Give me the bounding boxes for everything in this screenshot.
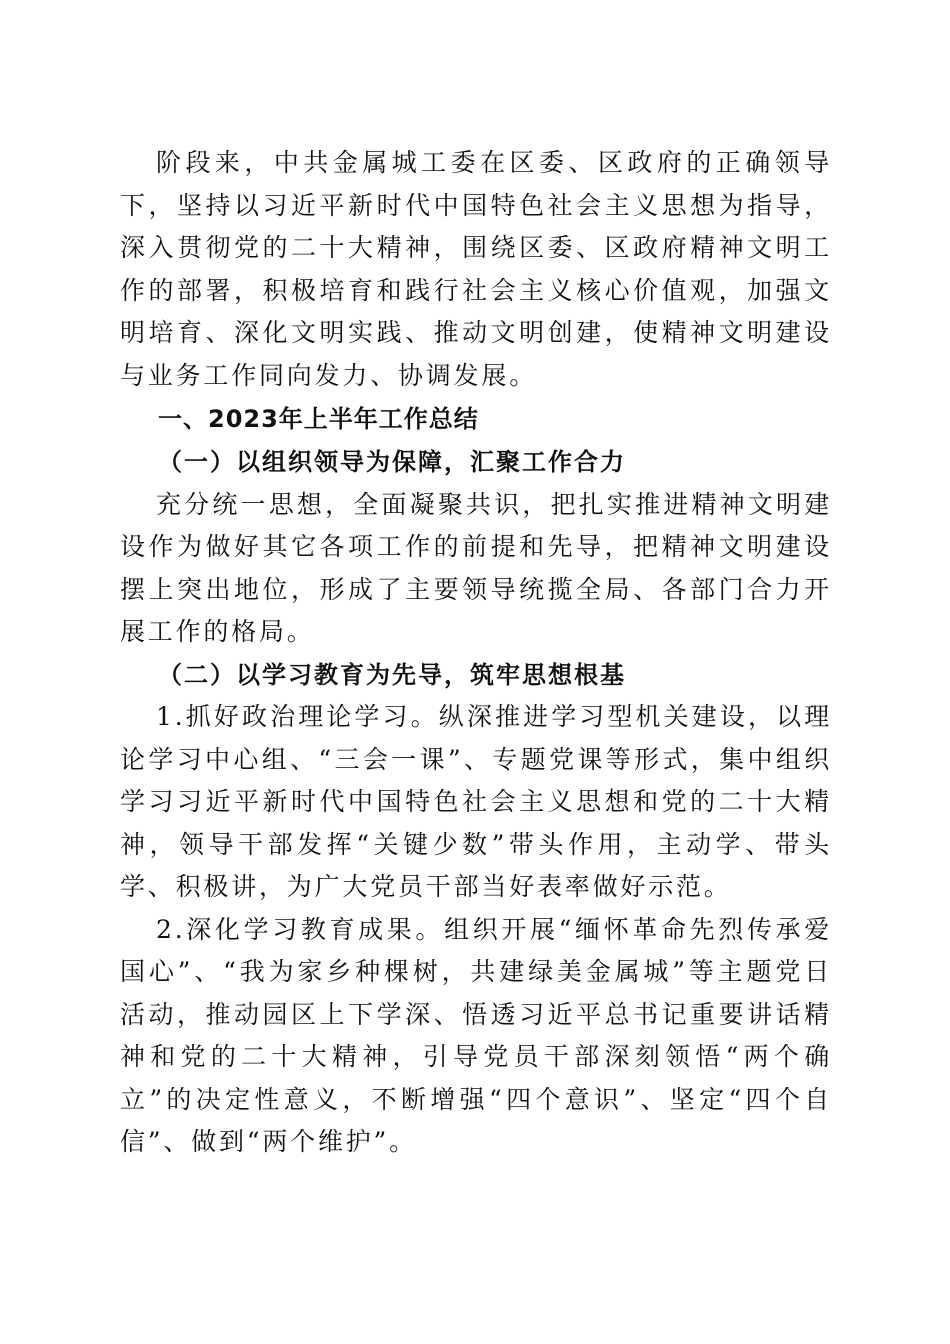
paragraph-organization: 充分统一思想，全面凝聚共识，把扎实推进精神文明建设作为做好其它各项工作的前提和先导，把精神文明建设摆上突出地位，形成了主要领导统揽全局、各部门合力开展工作的格局。	[120, 489, 832, 646]
paragraph-theory-study: 1.抓好政治理论学习。纵深推进学习型机关建设，以理论学习中心组、“三会一课”、专题党课等形式，集中组织学习习近平新时代中国特色社会主义思想和党的二十大精神，领导干部发挥“关键少数”带头作用，主动学、带头学、积极讲，为广大党员干部当好表率做好示范。	[120, 702, 832, 901]
paragraph-education-results: 2.深化学习教育成果。组织开展“缅怀革命先烈传承爱国心”、“我为家乡种棵树，共建绿美金属城”等主题党日活动，推动园区上下学深、悟透习近平总书记重要讲话精神和党的二十大精神，引导党员干部深刻领悟“两个确立”的决定性意义，不断增强“四个意识”、坚定“四个自信”、做到“两个维护”。	[120, 914, 832, 1156]
subsection-heading-1: （一）以组织领导为保障，汇聚工作合力	[158, 447, 626, 476]
section-heading-1: 一、2023年上半年工作总结	[158, 405, 479, 433]
intro-paragraph: 阶段来，中共金属城工委在区委、区政府的正确领导下，坚持以习近平新时代中国特色社会主义思想为指导，深入贯彻党的二十大精神，围绕区委、区政府精神文明工作的部署，积极培育和践行社会主义核心价值观，加强文明培育、深化文明实践、推动文明创建，使精神文明建设与业务工作同向发力、协调发展。	[120, 148, 832, 390]
subsection-heading-2: （二）以学习教育为先导，筑牢思想根基	[158, 659, 626, 689]
document-body	[120, 142, 832, 1164]
